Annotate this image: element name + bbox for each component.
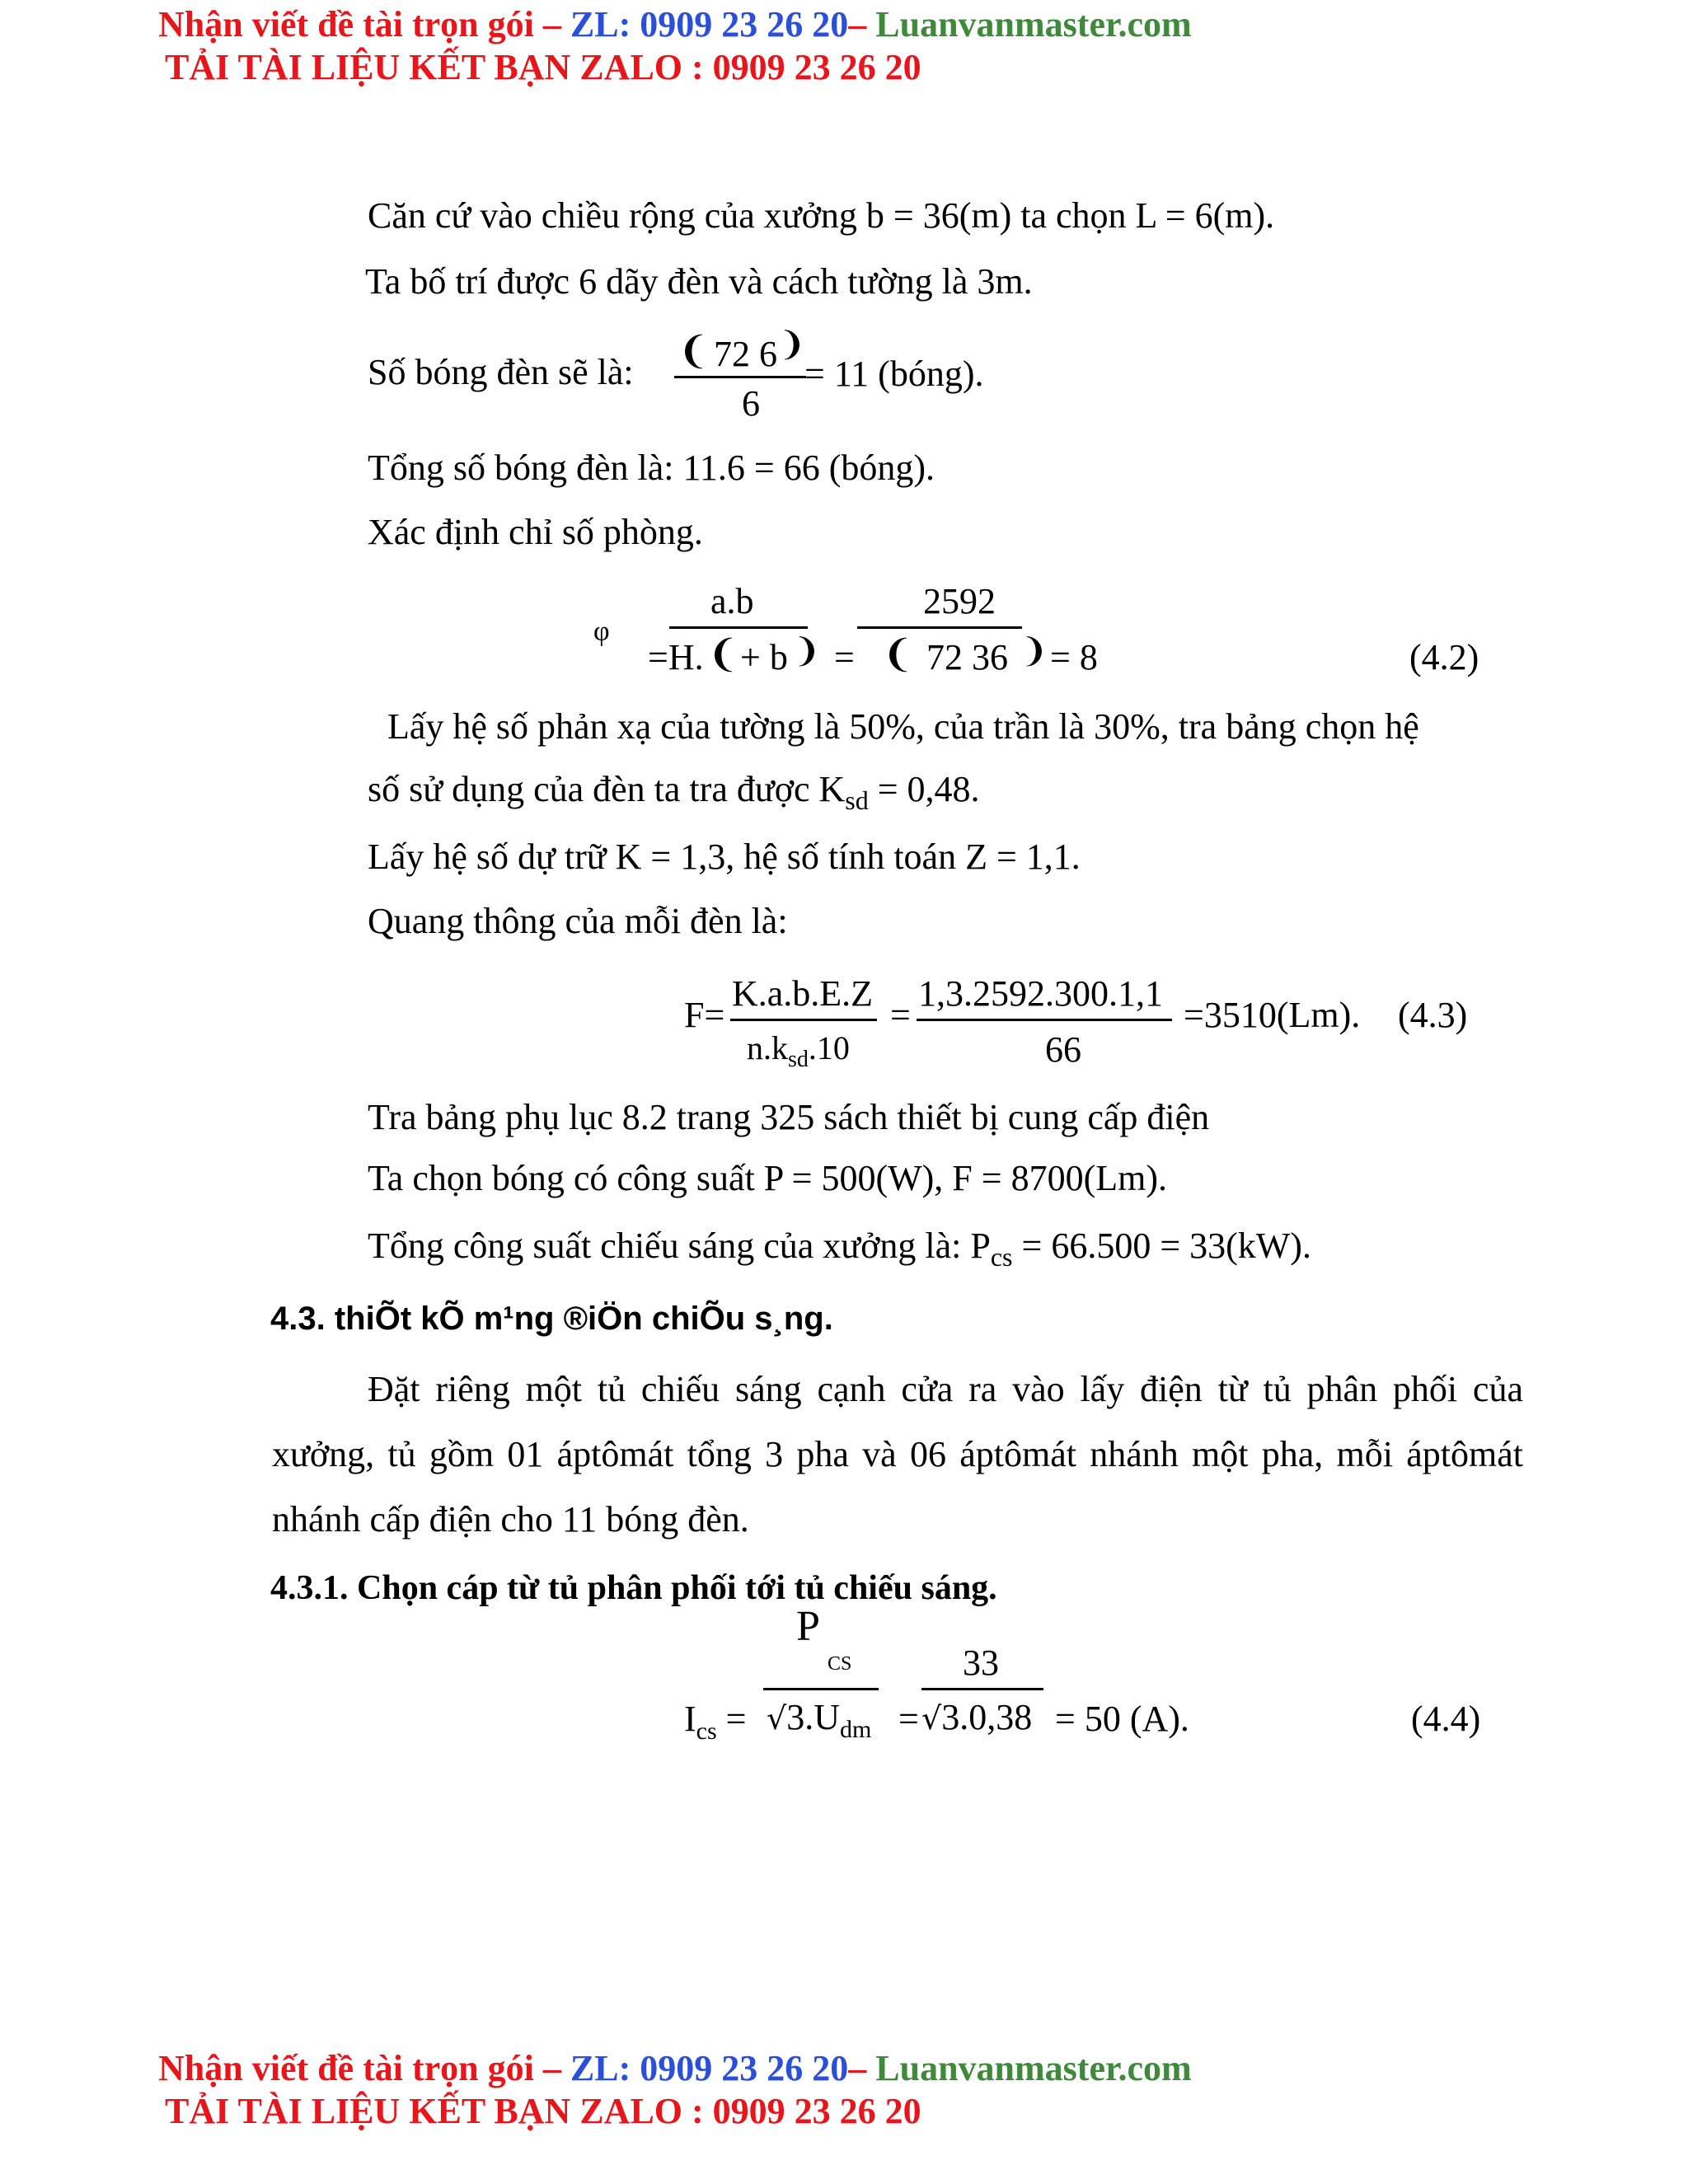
paragraph-12-value: = 66.500 = 33(kW).: [1012, 1226, 1311, 1266]
eq42-result: = 8: [1050, 637, 1098, 677]
paragraph-7: [368, 771, 980, 813]
eq44-den1-subscript: dm: [840, 1715, 872, 1743]
eq43-denominator-2: 66: [1045, 1029, 1081, 1070]
eq42-denominator-1a: =H.: [648, 637, 704, 677]
footer-banner-line1: [158, 2050, 1192, 2087]
phi-symbol: φ: [593, 616, 610, 647]
paragraph-4: Tổng số bóng đèn là: 11.6 = 66 (bóng).: [368, 448, 935, 488]
sqrt-icon: √: [767, 1700, 787, 1736]
banner-service-text: Nhận viết đề tài trọn gói –: [158, 4, 561, 45]
paren-open-glyph: ❨: [678, 328, 710, 373]
paren-close-glyph: ❩: [778, 326, 806, 363]
paren-open-glyph: ❨: [707, 631, 739, 676]
bulb-count-denominator: 6: [742, 383, 760, 424]
fraction-bar: [674, 376, 806, 378]
bulb-count-label: Số bóng đèn sẽ là:: [368, 352, 634, 392]
paragraph-12-text: Tổng công suất chiếu sáng của xưởng là: P: [368, 1226, 991, 1266]
footer-banner-line2: TẢI TÀI LIỆU KẾT BẠN ZALO : 0909 23 26 20: [165, 2091, 921, 2131]
eq43-den-ten: .10: [808, 1029, 850, 1066]
eq43-result: =3510(Lm).: [1184, 995, 1361, 1035]
paren-close-glyph: ❩: [1020, 632, 1048, 670]
paragraph-11: Ta chọn bóng có công suất P = 500(W), F = 8700(Lm).: [368, 1158, 1167, 1198]
eq43-den-n-k: n.k: [747, 1029, 788, 1066]
eq43-numerator-2: 1,3.2592.300.1,1: [918, 973, 1163, 1014]
paragraph-5: Xác định chỉ số phòng.: [368, 512, 703, 552]
eq44-lhs: [684, 1701, 746, 1744]
eq44-lhs-i: I: [684, 1699, 696, 1739]
banner-dash: –: [848, 4, 867, 45]
fraction-bar: [921, 1688, 1043, 1690]
sqrt-icon: √: [921, 1700, 942, 1736]
eq44-lhs-subscript: cs: [696, 1717, 717, 1745]
eq44-denominator-1: [767, 1699, 871, 1742]
eq44-den1-text: 3.U: [786, 1697, 840, 1737]
ksd-subscript: sd: [845, 785, 869, 815]
banner-dash: –: [848, 2048, 867, 2088]
eq44-denominator-2: [921, 1699, 1032, 1736]
paragraph-6: Lấy hệ số phản xạ của tường là 50%, của trần là 30%, tra bảng chọn hệ: [387, 706, 1419, 747]
paren-open-glyph: ❨: [882, 631, 914, 676]
eq42-denominator-2: 72 36: [926, 637, 1008, 677]
eq43-lhs: F=: [684, 995, 725, 1035]
eq44-den2-text: 3.0,38: [941, 1697, 1033, 1737]
eq42-numerator-2: 2592: [923, 581, 996, 621]
pcs-subscript: cs: [990, 1241, 1013, 1272]
eq43-denominator-1: [747, 1029, 850, 1072]
fraction-bar: [669, 626, 808, 629]
fraction-bar: [857, 626, 1022, 629]
eq44-numerator-1: P: [796, 1603, 820, 1650]
section-4-3-paragraph: Đặt riêng một tủ chiếu sáng cạnh cửa ra vào lấy điện từ tủ phân phối của xưởng, tủ gồm 01 áptômát tổng 3 pha và 06 áptômát nhánh một pha, mỗi áptômát nhánh cấp điện cho 11 bóng đèn.: [272, 1369, 1523, 1540]
paragraph-12: [368, 1228, 1311, 1270]
eq43-numerator-1: K.a.b.E.Z: [732, 973, 874, 1014]
eq43-equals: =: [890, 995, 911, 1035]
banner-service-text: Nhận viết đề tài trọn gói –: [158, 2048, 561, 2088]
fraction-bar: [730, 1019, 877, 1021]
paren-close-glyph: ❩: [793, 632, 821, 670]
eq44-equals: =: [898, 1699, 919, 1739]
header-banner-line2: TẢI TÀI LIỆU KẾT BẠN ZALO : 0909 23 26 20: [165, 47, 921, 87]
paragraph-1: Căn cứ vào chiều rộng của xưởng b = 36(m) ta chọn L = 6(m).: [368, 195, 1275, 236]
paragraph-2: Ta bố trí được 6 dãy đèn và cách tường là 3m.: [365, 261, 1033, 302]
banner-zalo-link[interactable]: ZL: 0909 23 26 20: [570, 2048, 849, 2088]
bulb-count-numerator: 72 6: [714, 334, 777, 374]
banner-website-link[interactable]: Luanvanmaster.com: [875, 2048, 1192, 2088]
eq44-lhs-equals: =: [716, 1699, 747, 1739]
eq44-numerator-2: 33: [963, 1643, 999, 1683]
paragraph-8: Lấy hệ số dự trữ K = 1,3, hệ số tính toán Z = 1,1.: [368, 837, 1081, 877]
eq44-result: = 50 (A).: [1055, 1699, 1189, 1739]
eq44-numerator-1-subscript: CS: [828, 1653, 852, 1675]
paragraph-10: Tra bảng phụ lục 8.2 trang 325 sách thiết bị cung cấp điện: [368, 1097, 1210, 1137]
header-banner-line1: [158, 4, 1192, 45]
eq42-numerator-1: a.b: [710, 581, 754, 621]
paragraph-9: Quang thông của mỗi đèn là:: [368, 901, 788, 941]
eq43-label: (4.3): [1398, 995, 1468, 1035]
eq44-label: (4.4): [1411, 1699, 1481, 1739]
fraction-bar: [763, 1688, 879, 1690]
eq42-equals: =: [834, 637, 855, 677]
paragraph-7-text: số sử dụng của đèn ta tra được K: [368, 769, 846, 809]
bulb-count-result: = 11 (bóng).: [804, 354, 984, 394]
banner-website-link[interactable]: Luanvanmaster.com: [875, 4, 1192, 45]
eq42-denominator-1b: + b: [740, 637, 788, 677]
section-heading-4-3-1: 4.3.1. Chọn cáp từ tủ phân phối tới tủ chiếu sáng.: [270, 1569, 997, 1607]
banner-zalo-link[interactable]: ZL: 0909 23 26 20: [570, 4, 849, 45]
eq43-den-subscript: sd: [788, 1047, 809, 1072]
eq42-label: (4.2): [1409, 637, 1479, 677]
section-heading-4-3: 4.3. thiÕt kÕ m¹ng ®iÖn chiÕu s¸ng.: [270, 1301, 833, 1337]
paragraph-7-value: = 0,48.: [868, 769, 980, 809]
fraction-bar: [917, 1019, 1172, 1021]
